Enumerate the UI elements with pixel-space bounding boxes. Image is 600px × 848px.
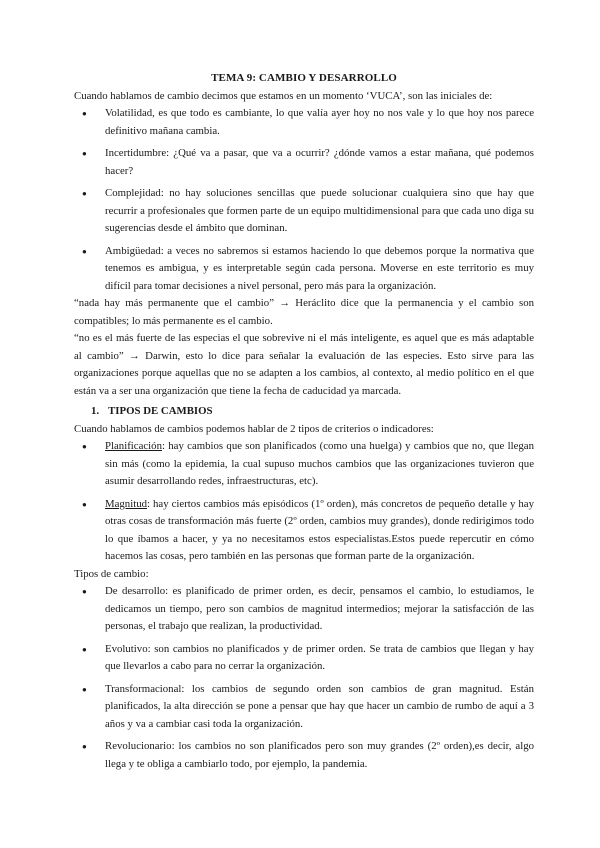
- list-item: ● Volatilidad, es que todo es cambiante, lo que valía ayer hoy no nos vale y lo que hoy nos parece definitivo mañana cambia.: [74, 105, 534, 140]
- intro-paragraph: Cuando hablamos de cambio decimos que estamos en un momento ‘VUCA’, son las iniciales de:: [74, 89, 493, 102]
- list-item: ● Incertidumbre: ¿Qué va a pasar, que va a ocurrir? ¿dónde vamos a estar mañana, qué podemos hacer?: [74, 145, 534, 180]
- list-item: [74, 438, 534, 491]
- darwin-quote: “no es el más fuerte de las especias el que sobrevive ni el más inteligente, es aquel que es más adaptable al cambio” → Darwin, esto lo dice para señalar la evaluación de las especies. Esto sirve para las organizaciones porque aquellas que no se adapten a los cambios, al contexto, al medio político en el que están va a ser una organización que tiene la fecha de caducidad ya marcada.: [74, 332, 534, 397]
- vuca-list: [74, 105, 534, 295]
- criteria-list: [74, 438, 534, 566]
- list-item: ● Revolucionario: los cambios no son planificados pero son muy grandes (2º orden),es decir, algo llega y te obliga a cambiarlo todo, por ejemplo, la pandemia.: [74, 738, 534, 773]
- criterion-text: : hay cambios que son planificados (como una huelga) y cambios que no, que llegan sin más (como la epidemia, la cual supuso muchos cambios que las organizaciones tuvieron que asumir desarrollando redes, infraestructuras, etc).: [105, 440, 534, 487]
- section-title: TIPOS DE CAMBIOS: [108, 405, 213, 417]
- criterion-term: Planificación: [105, 440, 162, 452]
- heraclito-quote: “nada hay más permanente que el cambio” → Heráclito dice que la permanencia y el cambio son compatibles; lo más permanente es el cambio.: [74, 297, 534, 327]
- list-item: ● Evolutivo: son cambios no planificados y de primer orden. Se trata de cambios que llegan y hay que llevarlos a cabo para no cerrar la organización.: [74, 641, 534, 676]
- list-item: [74, 496, 534, 566]
- list-item: ● Complejidad: no hay soluciones sencillas que puede solucionar cualquiera sino que hay que recurrir a profesionales que formen parte de un equipo multidimensional para que cada uno diga su sugerencias desde el ámbito que dominan.: [74, 185, 534, 238]
- tipos-intro: Tipos de cambio:: [74, 567, 149, 580]
- section-number: 1.: [91, 405, 100, 417]
- section-heading: [74, 403, 534, 421]
- list-item: ● Transformacional: los cambios de segundo orden son cambios de gran magnitud. Están planificados, la alta dirección se pone a pensar que hay que hacer un cambio de rumbo de aquí a 3 años y va a cambiar casi toda la organización.: [74, 681, 534, 734]
- criterion-term: Magnitud: [105, 497, 147, 510]
- list-item: ● De desarrollo: es planificado de primer orden, es decir, pensamos el cambio, lo estudiamos, le dedicamos un tiempo, pero son cambios de magnitud intermedios; mejorar la satisfacción de las personas, el trabajo que realizan, la productividad.: [74, 583, 534, 636]
- tipos-list: [74, 583, 534, 773]
- page-title: TEMA 9: CAMBIO Y DESARROLLO: [211, 72, 397, 84]
- list-item: ● Ambigüedad: a veces no sabremos si estamos haciendo lo que debemos porque la normativa que tenemos es ambigua, y es interpretable según cada persona. Moverse en este territorio es muy difícil para tomar decisiones a nivel personal, pero más para la organización.: [74, 243, 534, 296]
- section-intro: Cuando hablamos de cambios podemos hablar de 2 tipos de criterios o indicadores:: [74, 422, 434, 435]
- criterion-text: : hay ciertos cambios más episódicos (1º orden), más concretos de pequeño detalle y hay otras cosas de transformación más fuerte (2º orden, cambios muy grandes), donde redirigimos todo lo que íbamos a hacer, y ya no necesitamos estos especialistas.Estos puede repercutir en cómo hacemos las cosas, pero también en las personas que forman parte de la organización.: [105, 497, 534, 562]
